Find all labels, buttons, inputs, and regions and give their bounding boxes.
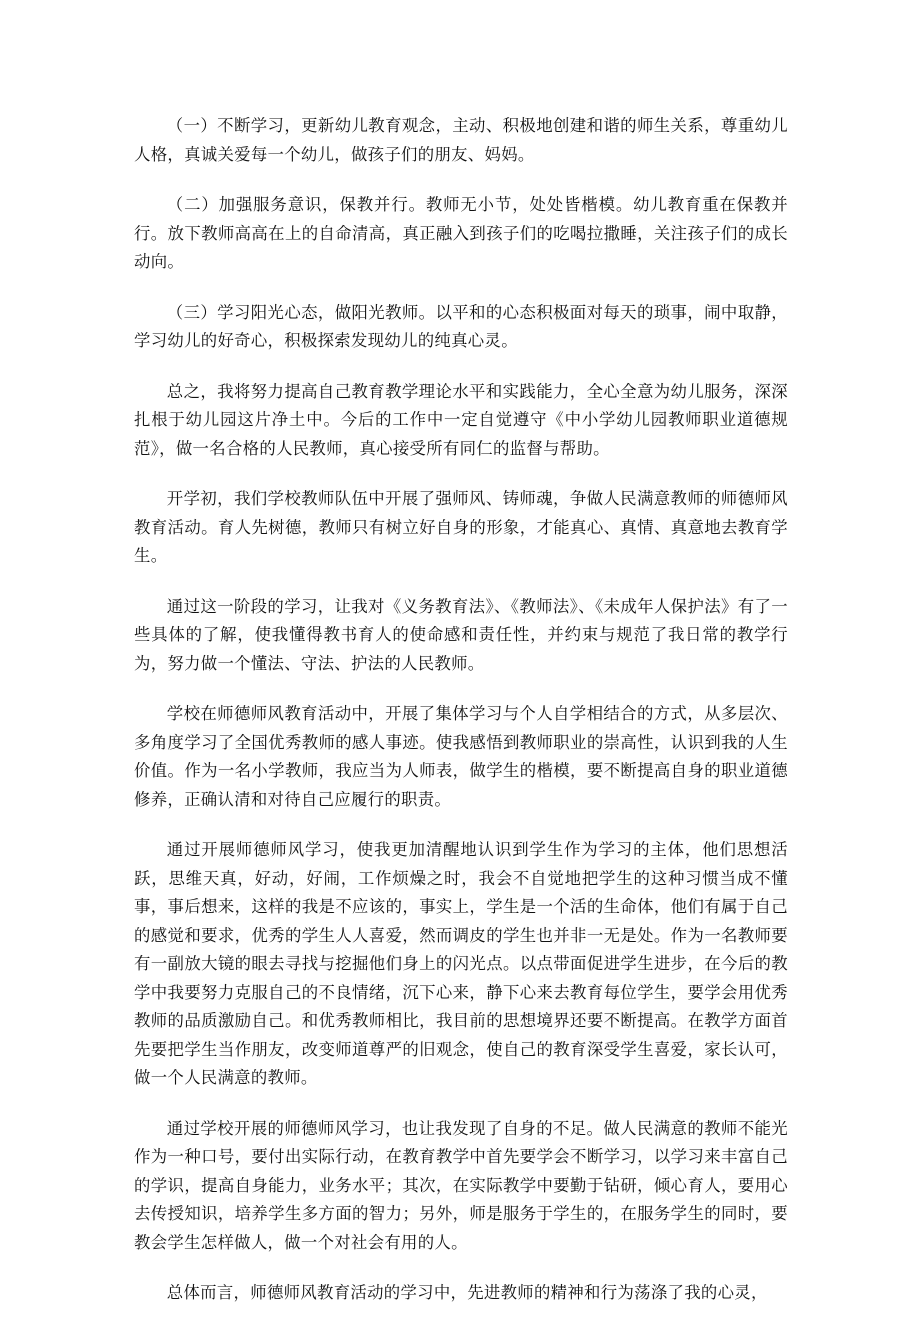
paragraph-7: 学校在师德师风教育活动中，开展了集体学习与个人自学相结合的方式，从多层次、多角度学习了全国优秀教师的感人事迹。使我感悟到教师职业的崇高性，认识到我的人生价值。作为一名小学教师，我应当为人师表，做学生的楷模，要不断提高自身的职业道德修养，正确认清和对待自己应履行的职责。 xyxy=(134,704,788,809)
paragraph-3: （三）学习阳光心态，做阳光教师。以平和的心态积极面对每天的琐事，闹中取静，学习幼儿的好奇心，积极探索发现幼儿的纯真心灵。 xyxy=(134,302,788,350)
paragraph-5: 开学初，我们学校教师队伍中开展了强师风、铸师魂，争做人民满意教师的师德师风教育活动。育人先树德，教师只有树立好自身的形象，才能真心、真情、真意地去教育学生。 xyxy=(134,489,788,565)
document-body xyxy=(134,112,788,1330)
paragraph-9: 通过学校开展的师德师风学习，也让我发现了自身的不足。做人民满意的教师不能光作为一种口号，要付出实际行动，在教育教学中首先要学会不断学习，以学习来丰富自己的学识，提高自身能力，业务水平；其次，在实际教学中要勤于钻研，倾心育人，要用心去传授知识，培养学生多方面的智力；另外，师是服务于学生的，在服务学生的同时，要教会学生怎样做人，做一个对社会有用的人。 xyxy=(134,1118,788,1252)
paragraph-8: 通过开展师德师风学习，使我更加清醒地认识到学生作为学习的主体，他们思想活跃，思维天真，好动，好闹，工作烦燥之时，我会不自觉地把学生的这种习惯当成不懂事，事后想来，这样的我是不应该的，事实上，学生是一个活的生命体，他们有属于自己的感觉和要求，优秀的学生人人喜爱，然而调皮的学生也并非一无是处。作为一名教师要有一副放大镜的眼去寻找与挖掘他们身上的闪光点。以点带面促进学生进步，在今后的教学中我要努力克服自己的不良情绪，沉下心来，静下心来去教育每位学生，要学会用优秀教师的品质激励自己。和优秀教师相比，我目前的思想境界还要不断提高。在教学方面首先要把学生当作朋友，改变师道尊严的旧观念，使自己的教育深受学生喜爱，家长认可，做一个人民满意的教师。 xyxy=(134,840,788,1087)
paragraph-6: 通过这一阶段的学习，让我对《义务教育法》、《教师法》、《未成年人保护法》有了一些具体的了解，使我懂得教书育人的使命感和责任性，并约束与规范了我日常的教学行为，努力做一个懂法、守法、护法的人民教师。 xyxy=(134,596,788,673)
paragraph-2: （二）加强服务意识，保教并行。教师无小节，处处皆楷模。幼儿教育重在保教并行。放下教师高高在上的自命清高，真正融入到孩子们的吃喝拉撒睡，关注孩子们的成长动向。 xyxy=(134,195,788,271)
paragraph-10: 总体而言，师德师风教育活动的学习中，先进教师的精神和行为荡涤了我的心灵， xyxy=(166,1283,768,1302)
paragraph-1: （一）不断学习，更新幼儿教育观念，主动、积极地创建和谐的师生关系，尊重幼儿人格，真诚关爱每一个幼儿，做孩子们的朋友、妈妈。 xyxy=(134,116,788,164)
paragraph-4: 总之，我将努力提高自己教育教学理论水平和实践能力，全心全意为幼儿服务，深深扎根于幼儿园这片净土中。今后的工作中一定自觉遵守《中小学幼儿园教师职业道德规范》，做一名合格的人民教师，真心接受所有同仁的监督与帮助。 xyxy=(134,381,788,458)
